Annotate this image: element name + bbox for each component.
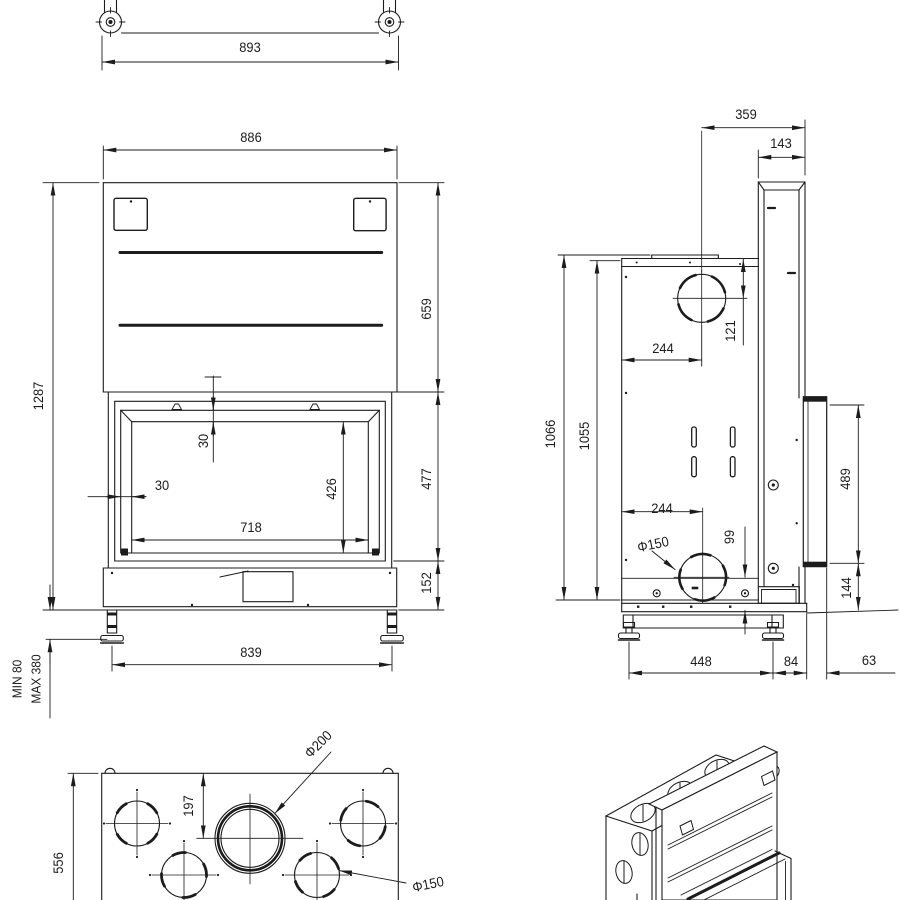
front-left-foot [101, 610, 124, 643]
dim-base-depth: 448 [690, 653, 712, 669]
dim-flue-to-back: 359 [735, 106, 757, 122]
front-view [43, 146, 444, 718]
dim-rear-outlet-from-front: 244 [651, 500, 673, 516]
dim-body-height: 1055 [576, 421, 592, 451]
dim-front-overall-height: 1287 [30, 381, 46, 411]
dim-flue-drop: 121 [722, 320, 738, 342]
side-view [556, 120, 898, 679]
dim-glass-inset-top: 30 [195, 433, 211, 449]
dim-bottom-depth: 556 [50, 852, 66, 874]
dim-rear-outlet-dia: Φ150 [635, 532, 671, 556]
bottom-view [68, 752, 406, 900]
dim-back-panel-depth: 143 [770, 135, 792, 151]
side-rear-foot [763, 623, 784, 641]
dim-flue-dia: Φ200 [301, 727, 335, 761]
dim-glass-inset-side: 30 [154, 477, 170, 493]
dim-front-base-height: 152 [418, 572, 434, 594]
bottom-flue-hole [197, 794, 303, 884]
dim-rear-overhang: 84 [783, 653, 799, 669]
dim-front-feet-span: 839 [240, 644, 262, 660]
dim-bottom-outlet-dia: Φ150 [410, 872, 446, 896]
dim-feet-min: MIN 80 [9, 659, 25, 699]
dim-front-width: 886 [240, 129, 262, 145]
dim-rear-lower-height: 144 [838, 577, 854, 599]
bottom-view-dimensions [68, 752, 406, 900]
dim-glass-height: 426 [323, 478, 339, 500]
dim-flue-from-edge: 197 [180, 795, 196, 817]
side-view-dimensions [556, 120, 898, 679]
dim-flue-from-front: 244 [652, 340, 674, 356]
side-front-foot [619, 623, 640, 641]
dim-glass-width: 718 [240, 519, 262, 535]
dim-front-upper-height: 659 [418, 298, 434, 320]
top-view-feet-fragment [96, 0, 404, 70]
dim-rear-outlet-height: 99 [721, 529, 737, 545]
front-right-foot [381, 610, 404, 643]
dim-feet-span-top: 893 [239, 39, 261, 55]
dim-rear-glass-height: 489 [837, 468, 853, 490]
dim-back-clearance: 63 [861, 652, 877, 668]
dim-front-door-height: 477 [418, 468, 434, 490]
dim-feet-max: MAX 380 [28, 654, 44, 704]
dim-height-with-collar: 1066 [542, 419, 558, 449]
isometric-view [606, 746, 791, 900]
